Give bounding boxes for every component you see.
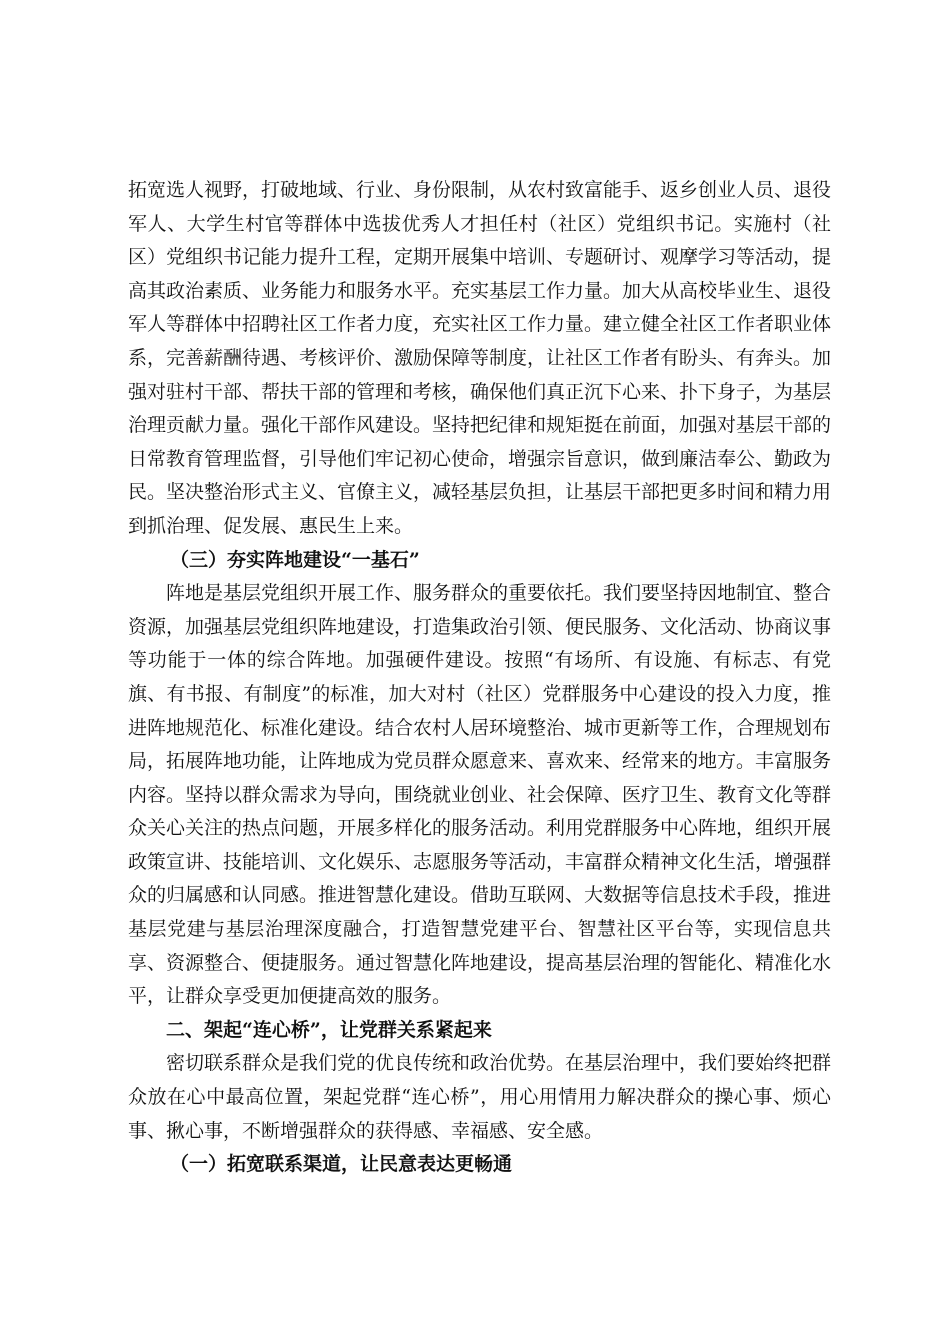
body-paragraph: 阵地是基层党组织开展工作、服务群众的重要依托。我们要坚持因地制宜、整合资源，加强基层党组织阵地建设，打造集政治引领、便民服务、文化活动、协商议事等功能于一体的综合阵地。加强硬件建设。按照“有场所、有设施、有标志、有党旗、有书报、有制度”的标准，加大对村（社区）党群服务中心建设的投入力度，推进阵地规范化、标准化建设。结合农村人居环境整治、城市更新等工作，合理规划布局，拓展阵地功能，让阵地成为党员群众愿意来、喜欢来、经常来的地方。丰富服务内容。坚持以群众需求为导向，围绕就业创业、社会保障、医疗卫生、教育文化等群众关心关注的热点问题，开展多样化的服务活动。利用党群服务中心阵地，组织开展政策宣讲、技能培训、文化娱乐、志愿服务等活动，丰富群众精神文化生活，增强群众的归属感和认同感。推进智慧化建设。借助互联网、大数据等信息技术手段，推进基层党建与基层治理深度融合，打造智慧党建平台、智慧社区平台等，实现信息共享、资源整合、便捷服务。通过智慧化阵地建设，提高基层治理的智能化、精准化水平，让群众享受更加便捷高效的服务。: [128, 582, 832, 1008]
section-heading: 二、架起“连心桥”，让党群关系紧起来: [166, 1018, 492, 1041]
body-paragraph: 密切联系群众是我们党的优良传统和政治优势。在基层治理中，我们要始终把群众放在心中最高位置，架起党群“连心桥”，用心用情用力解决群众的操心事、烦心事、揪心事，不断增强群众的获得感、幸福感、安全感。: [128, 1052, 832, 1142]
document-body: [128, 174, 831, 1182]
section-subheading: （一）拓宽联系渠道，让民意表达更畅通: [170, 1153, 513, 1176]
section-subheading: （三）夯实阵地建设“一基石”: [170, 548, 420, 571]
body-paragraph: 拓宽选人视野，打破地域、行业、身份限制，从农村致富能手、返乡创业人员、退役军人、大学生村官等群体中选拔优秀人才担任村（社区）党组织书记。实施村（社区）党组织书记能力提升工程，定期开展集中培训、专题研讨、观摩学习等活动，提高其政治素质、业务能力和服务水平。充实基层工作力量。加大从高校毕业生、退役军人等群体中招聘社区工作者力度，充实社区工作力量。建立健全社区工作者职业体系，完善薪酬待遇、考核评价、激励保障等制度，让社区工作者有盼头、有奔头。加强对驻村干部、帮扶干部的管理和考核，确保他们真正沉下心来、扑下身子，为基层治理贡献力量。强化干部作风建设。坚持把纪律和规矩挺在前面，加强对基层干部的日常教育管理监督，引导他们牢记初心使命，增强宗旨意识，做到廉洁奉公、勤政为民。坚决整治形式主义、官僚主义，减轻基层负担，让基层干部把更多时间和精力用到抓治理、促发展、惠民生上来。: [128, 179, 832, 537]
